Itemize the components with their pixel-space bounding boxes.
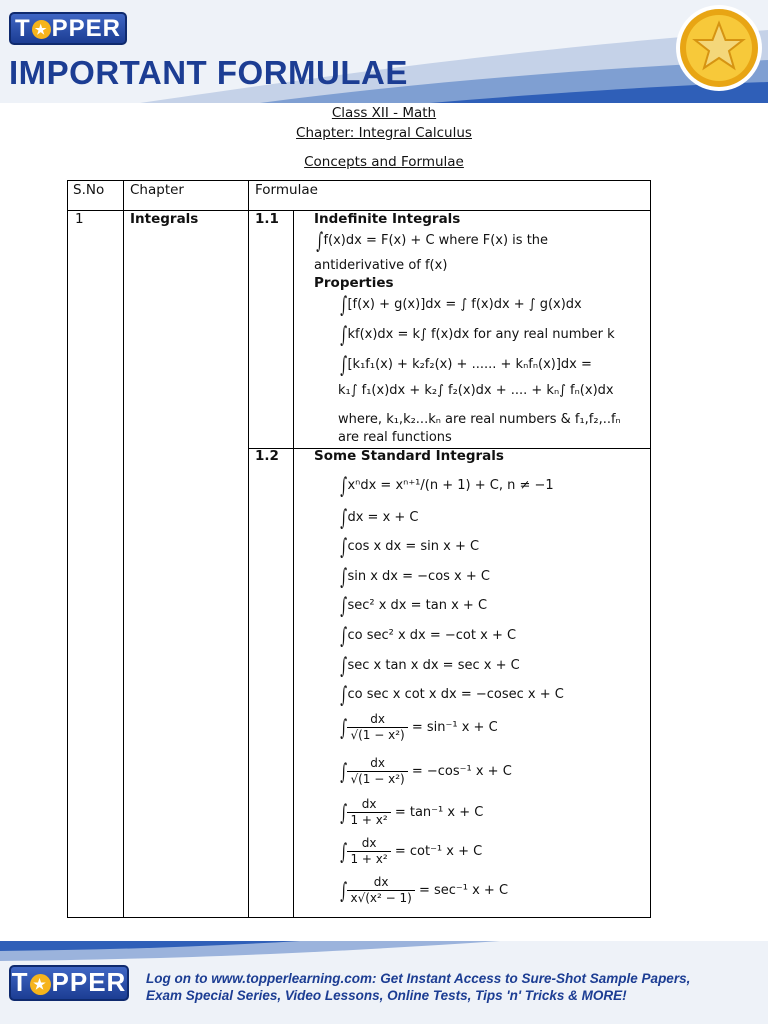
chapter-heading: Chapter: Integral Calculus [296, 125, 472, 141]
page-footer [0, 941, 768, 1024]
formula: ∫sec² x dx = tan x + C [340, 594, 488, 619]
section-title: Indefinite Integrals [314, 211, 461, 227]
page-title: IMPORTANT FORMULAE [9, 54, 408, 91]
properties-title: Properties [314, 275, 394, 291]
property-sum: ∫[f(x) + g(x)]dx = ∫ f(x)dx + ∫ g(x)dx [340, 293, 582, 318]
page-header [0, 0, 768, 103]
where-line: where, k₁,k₂...kₙ are real numbers & f₁,f₂,..fₙ [338, 412, 621, 427]
section-number: 1.2 [255, 448, 279, 464]
power-rule: ∫xⁿdx = xⁿ⁺¹/(n + 1) + C, n ≠ −1 [340, 474, 554, 499]
definition-line-2: antiderivative of f(x) [314, 258, 448, 273]
footer-topper-logo[interactable]: T ★ PPER [9, 965, 129, 1001]
row-chapter: Integrals [130, 211, 199, 227]
formula: ∫co sec x cot x dx = −cosec x + C [340, 683, 564, 708]
arctan-formula: ∫ $\frac{dx}{\text{1 + x²}}$ = tan⁻¹ x + C [340, 797, 484, 827]
formula: ∫co sec² x dx = −cot x + C [340, 624, 517, 649]
section-title: Some Standard Integrals [314, 448, 504, 464]
concepts-heading: Concepts and Formulae [304, 154, 464, 170]
formula: ∫cos x dx = sin x + C [340, 535, 480, 560]
header-chapter: Chapter [130, 182, 184, 198]
property-linear-2: k₁∫ f₁(x)dx + k₂∫ f₂(x)dx + .... + kₙ∫ fₙ(x)dx [338, 383, 614, 398]
where-line-2: are real functions [338, 430, 452, 445]
row-sno: 1 [75, 211, 84, 227]
topper-logo[interactable]: T ★ PPER [9, 12, 127, 45]
formula: ∫dx = x + C [340, 506, 419, 531]
arccos-formula: ∫ $\frac{dx}{\text{√(1 − x²)}}$ = −cos⁻¹ x + C [340, 756, 512, 786]
arccot-formula: ∫ $\frac{dx}{\text{1 + x²}}$ = cot⁻¹ x + C [340, 836, 483, 866]
formula: ∫sin x dx = −cos x + C [340, 565, 490, 590]
property-scalar: ∫kf(x)dx = k∫ f(x)dx for any real number k [340, 323, 615, 348]
header-sno: S.No [73, 182, 105, 198]
property-linear: ∫[k₁f₁(x) + k₂f₂(x) + ...... + kₙfₙ(x)]dx = [340, 353, 592, 378]
footer-promo[interactable]: Log on to www.topperlearning.com: Get Instant Access to Sure-Shot Sample Papers, Exam Special Series, Video Lessons, Online Tests, Tips 'n' Tricks & MORE! [146, 971, 691, 1003]
definition-line: ∫f(x)dx = F(x) + C where F(x) is the [316, 229, 549, 254]
formula-table [67, 180, 651, 918]
arcsec-formula: ∫ $\frac{dx}{\text{x√(x² − 1)}}$ = sec⁻¹ x + C [340, 875, 509, 905]
class-heading: Class XII - Math [331, 105, 437, 121]
arcsin-formula: ∫ $\frac{dx}{\text{√(1 − x²)}}$ = sin⁻¹ x + C [340, 712, 498, 742]
header-formulae: Formulae [255, 182, 318, 198]
star-medal-icon [674, 3, 764, 93]
section-number: 1.1 [255, 211, 279, 227]
formula: ∫sec x tan x dx = sec x + C [340, 654, 520, 679]
